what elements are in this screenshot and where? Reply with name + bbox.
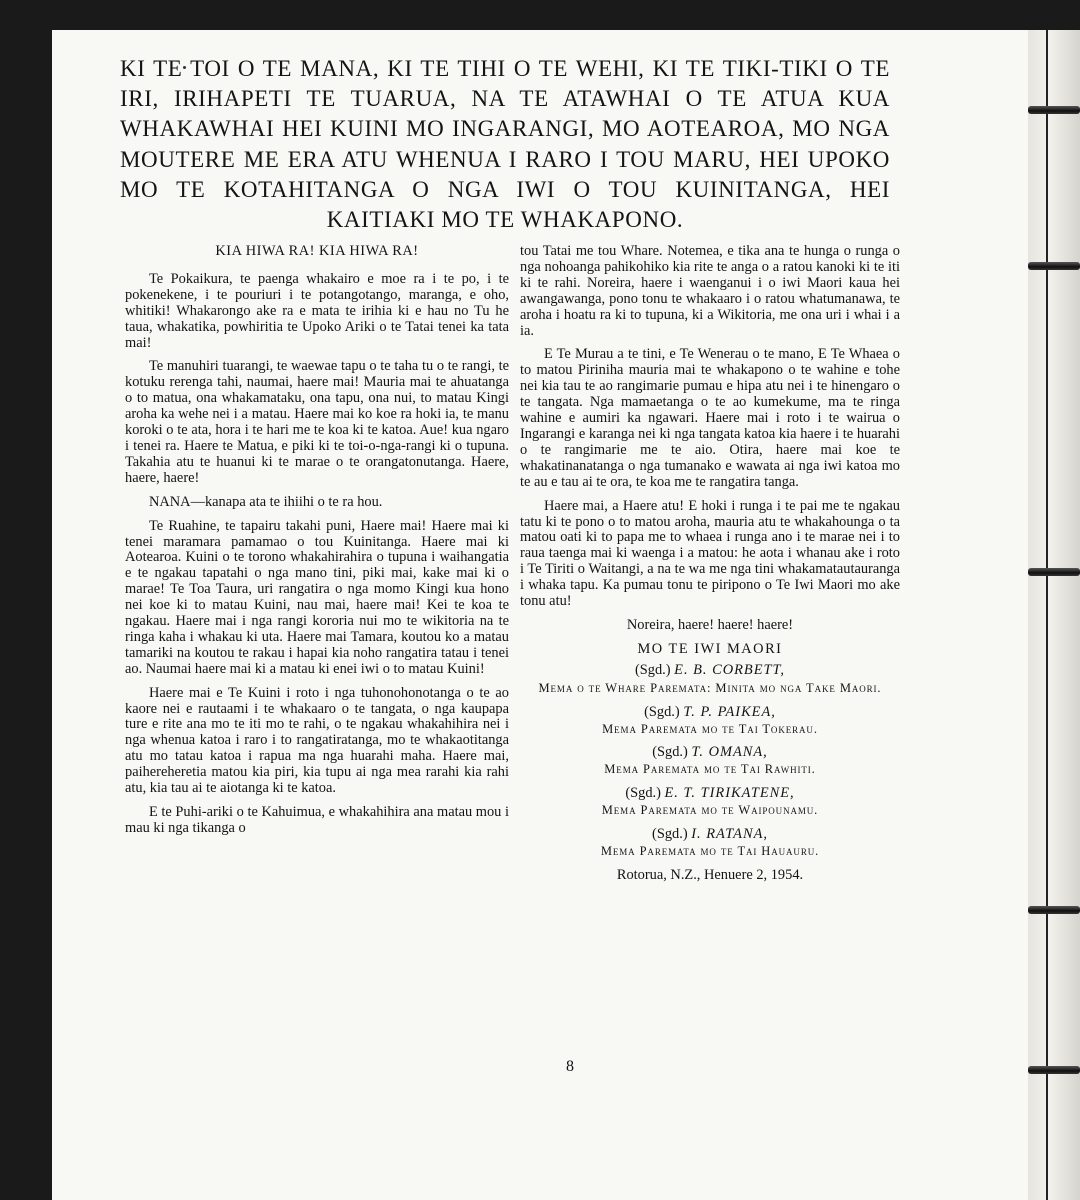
signatory-title: Mema Paremata mo te Tai Rawhiti. (604, 762, 816, 777)
signatory-title: Mema Paremata mo te Tai Tokerau. (602, 721, 818, 736)
signatory-name: E. B. CORBETT, (674, 661, 786, 678)
sgd-mark: (Sgd.) (634, 661, 671, 678)
page-heading: KI TE TOI O TE MANA, KI TE TIHI O TE WEHI, KI TE TIKI-TIKI O TE IRI, IRIHAPETI TE TUARUA, NA TE ATAWHAI O TE ATUA KUA WHAKAWHAI HEI KUINI MO INGARANGI, MO AOTEAROA, MO NGA MOUTERE ME ERA ATU WHENUA I RARO I TOU MARU, HEI UPOKO MO TE KOTAHITANGA O NGA IWI O TOU KUINITANGA, HEI KAITIAKI MO TE WHAKAPONO. (120, 56, 890, 233)
sgd-mark: (Sgd.) (644, 703, 680, 720)
staple-mark (1028, 568, 1080, 576)
paragraph: E Te Murau a te tini, e Te Wenerau o te mano, E Te Whaea o to matou Piriniha mauria mai te whakapono o te wahine e tohe nei kia tau te ao rangimarie pumau e hipa atu nei i te hinengaro o te tangata. Nga mamaetanga o te ao kumekume, ma te ringa wahine e aumiri ka ngawari. Haere mai i roto i te wairua o Ingarangi e karanga nei ki nga tangata katoa kia haere i te huarahi o te rangimarie me te aio. Otira, haere mai koe te whakatinanatanga o nga tumanako e wawata ai nga iwi katoa mo te au e tau ai te ora, te koa me te rangatira tanga. (520, 346, 900, 490)
left-subheading: KIA HIWA RA! KIA HIWA RA! (215, 243, 419, 259)
signatory-title: Mema Paremata mo te Tai Hauauru. (600, 844, 820, 858)
signatory-title: Mema Paremata mo te Waipounamu. (601, 803, 819, 818)
signatory-name: I. RATANA, (691, 826, 768, 843)
page-spine (1028, 30, 1080, 1200)
paragraph: Haere mai, a Haere atu! E hoki i runga i te pai me te ngakau tatu ki te pono o to matou aroha, mauria atu te whakahounga o ta matou oati ki to papa me to whaea i runga ano i te marae nei i to raua taenga mai ki waenga i a matou: he aota i whanau ake i roto i Te Tiriti o Waitangi, a na te wa me nga tini whakamatautauranga i whaka tapu. Ka pumau tonu te piripono o Te Iwi Maori mo ake tonu atu! (520, 497, 900, 610)
signature-line (520, 663, 900, 679)
signature-line (520, 745, 900, 761)
paragraph: NANA—kanapa ata te ihiihi o te ra hou. (149, 493, 383, 510)
sgd-mark: (Sgd.) (652, 744, 688, 761)
closing-line: Noreira, haere! haere! haere! (626, 616, 794, 633)
signature-line (520, 827, 900, 843)
paragraph: Te Pokaikura, te paenga whakairo e moe ra i te po, i te pokenekene, i te pouriuri i te potangotango, maranga, e oho, whitiki! Whakarongo ake ra e mata te irihia ki e hau no Tu he taua, whakatika, powhiritia te Upoko Ariki o te Tatai tenei ka tata mai! (125, 270, 509, 351)
signatory-name: T. P. PAIKEA, (683, 703, 776, 720)
place-date: Rotorua, N.Z., Henuere 2, 1954. (616, 866, 804, 883)
staple-mark (1028, 906, 1080, 914)
signature-line (520, 705, 900, 721)
sgd-mark: (Sgd.) (625, 785, 661, 802)
staple-mark (1028, 106, 1080, 114)
signatory-group: MO TE IWI MAORI (637, 640, 783, 657)
right-column (520, 244, 900, 892)
staple-mark (1028, 1066, 1080, 1074)
left-column (125, 244, 509, 845)
paragraph: tou Tatai me tou Whare. Notemea, e tika ana te hunga o runga o nga nohoanga pahikohiko kia rite te anga o a ratou kanoki ki te iti ki te rahi. Noreira, haere i waenganui i o iwi Maori kaua hei awangawanga, pono tonu te whakaaro i o ratou whatumanawa, te aroha i hoatu ra ki to tupuna, ki a Wikitoria, me ona uri i whai i a ia. (520, 243, 900, 339)
signatory-name: T. OMANA, (691, 744, 768, 761)
page-number: 8 (566, 1058, 574, 1075)
signatory-name: E. T. TIRIKATENE, (664, 785, 795, 802)
paragraph: Haere mai e Te Kuini i roto i nga tuhonohonotanga o te ao kaore nei e rautaami i te whakaaro o te tangata, o nga kaupapa ture e rite ana mo te iti mo te rahi, o te ngakau whakahihira nei i nga whenua katoa i raro i to rangatiratanga, mo te whakaotitanga atu mo tatau katoa i rapua ma nga huarahi maha. Haere mai, paihereheretia matou kia piri, kia tupu ai nga mea rarahi kia rahi atu, kia tau ai te aiotanga ki te katoa. (125, 684, 509, 797)
spine-edge-line (1046, 30, 1048, 1200)
staple-mark (1028, 262, 1080, 270)
sgd-mark: (Sgd.) (652, 826, 688, 843)
paragraph: E te Puhi-ariki o te Kahuimua, e whakahihira ana matau mou i mau ki nga tikanga o (125, 804, 509, 836)
paragraph: Te manuhiri tuarangi, te waewae tapu o te taha tu o te rangi, te kotuku rerenga tahi, naumai, haere mai! Mauria mai te ahuatanga o to matua, ona whakamataku, ona tapu, ona nui, to matau Kingi aroha ka wehe nei i a matau. Haere mai ko koe ra hoki ia, te manu koroki o te ata, hora i te hari me te koa ki te katoa. Aue! kua ngaro i tenei ra. Haere te Matua, e piki ki te toi-o-nga-rangi ki o tupuna. Takahia atu te huanui ki te marae o te orangatonutanga. Haere, haere, haere! (125, 358, 509, 486)
signature-line (520, 786, 900, 802)
paragraph: Te Ruahine, te tapairu takahi puni, Haere mai! Haere mai ki tenei maramara pamamao o tou Kuinitanga. Haere mai ki Aotearoa. Kuini o te torono whakahirahira o tupuna i waihangatia e te ngakau tapatahi o nga mano tini, piki mai, kake mai ki o marae! Te Toa Taura, uri rangatira o nga momo Kingi kua hono nei koe ki to matau Kuini, nau mai, haere mai! Kei te koa te ngakau. Haere mai i nga rangi kororia nui mo te wikitoria na te ringa kaha i whakau ki uta. Haere mai Tamara, koutou ko a matau tamariki na koutou te rakau i hapai kia noho rangatira tatau i tenei ao. Naumai haere mai ki a matau ki enei iwi o to matau Kuini! (125, 517, 509, 677)
signatory-title: Mema o te Whare Paremata: Minita mo nga Take Maori. (538, 680, 882, 695)
